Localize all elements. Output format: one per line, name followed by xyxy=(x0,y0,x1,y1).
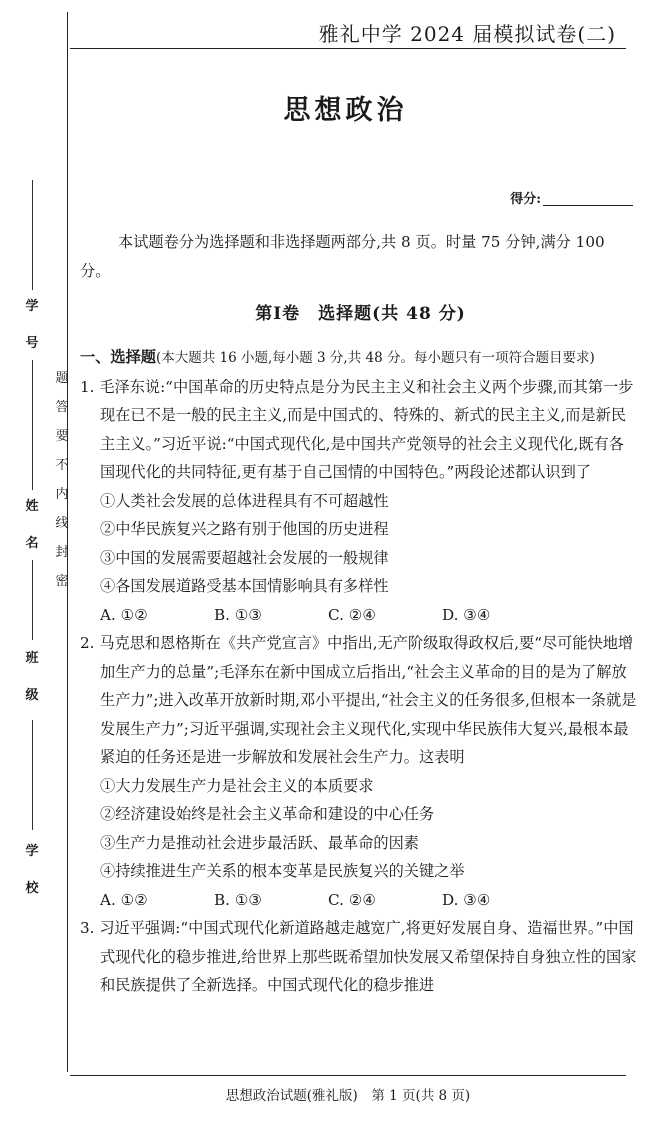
option-b[interactable]: B. ①③ xyxy=(214,605,263,624)
sidebar-char: 学 xyxy=(25,844,39,859)
question-area xyxy=(80,343,637,1000)
options-row xyxy=(80,886,637,915)
seal-char: 内 xyxy=(55,487,69,502)
part-heading xyxy=(70,299,651,324)
exam-title: 雅礼中学 2024 届模拟试卷(二) xyxy=(318,22,616,46)
score-blank[interactable] xyxy=(543,193,633,206)
seal-char: 答 xyxy=(55,400,69,415)
sidebar-char: 班 xyxy=(25,651,39,666)
sidebar-char: 姓 xyxy=(25,499,39,514)
statement: ②中华民族复兴之路有别于他国的历史进程 xyxy=(100,520,389,538)
statement: ①大力发展生产力是社会主义的本质要求 xyxy=(100,776,374,795)
statement: ③中国的发展需要超越社会发展的一般规律 xyxy=(100,548,389,567)
seal-char: 线 xyxy=(55,516,69,531)
subject-title: 思想政治 xyxy=(283,95,408,126)
seal-char: 要 xyxy=(55,429,69,444)
question-3 xyxy=(80,914,637,1000)
seal-char: 密 xyxy=(55,574,69,589)
option-c[interactable]: C. ②④ xyxy=(328,890,376,909)
class-text xyxy=(22,652,42,702)
option-b[interactable]: B. ①③ xyxy=(214,890,263,909)
sidebar-char: 名 xyxy=(25,536,39,551)
page-header xyxy=(70,8,626,49)
seal-char: 不 xyxy=(55,458,69,473)
school-line xyxy=(32,720,33,830)
binding-margin xyxy=(0,0,70,1122)
statement: ①人类社会发展的总体进程具有不可超越性 xyxy=(100,491,389,510)
statement: ③生产力是推动社会进步最活跃、最革命的因素 xyxy=(100,833,419,852)
statement: ②经济建设始终是社会主义革命和建设的中心任务 xyxy=(100,805,435,823)
student-id-text xyxy=(22,300,42,350)
question-text: 1. 毛泽东说:“中国革命的历史特点是分为民主主义和社会主义两个步骤,而其第一步现在已不是一般的民主主义,而是中国式的、特殊的、新式的民主主义,而是新民主主义。”习近平说:“中国式现代化,是中国共产党领导的社会主义现代化,既有各国现代化的共同特征,更有基于自己国情的中国特色。”两段论述都认识到了 xyxy=(80,377,634,481)
sidebar-char: 级 xyxy=(25,688,39,703)
class-line xyxy=(32,560,33,640)
option-c[interactable]: C. ②④ xyxy=(328,605,376,624)
student-id-line xyxy=(32,180,33,290)
score-label: 得分: xyxy=(510,192,541,207)
option-a[interactable]: A. ①② xyxy=(100,890,148,909)
name-line xyxy=(32,360,33,490)
part-label: 第Ⅰ卷 xyxy=(255,304,301,324)
question-2 xyxy=(80,629,637,914)
seal-char: 封 xyxy=(55,545,69,560)
sidebar-char: 学 xyxy=(25,299,39,314)
page-footer: 思想政治试题(雅礼版) 第 1 页(共 8 页) xyxy=(70,1075,626,1104)
name-text xyxy=(22,500,42,550)
section-lead: 一、选择题 xyxy=(80,348,156,366)
seal-warning xyxy=(54,372,70,604)
question-text: 3. 习近平强调:“中国式现代化新道路越走越宽广,将更好发展自身、造福世界。”中国式现代化的稳步推进,给世界上那些既希望加快发展又希望保持自身独立性的国家和民族提供了全新选择。中国式现代化的稳步推进 xyxy=(80,919,637,994)
section-rest: (本大题共 16 小题,每小题 3 分,共 48 分。每小题只有一项符合题目要求) xyxy=(155,350,595,366)
statement: ④持续推进生产关系的根本变革是民族复兴的关键之举 xyxy=(100,862,465,880)
part-title: 选择题(共 48 分) xyxy=(318,304,466,324)
school-label xyxy=(22,845,42,919)
question-1 xyxy=(80,373,637,630)
option-d[interactable]: D. ③④ xyxy=(442,890,491,909)
class-label xyxy=(22,652,42,726)
section-instructions xyxy=(80,343,637,373)
statement: ④各国发展道路受基本国情影响具有多样性 xyxy=(100,577,389,595)
school-text xyxy=(22,845,42,895)
options-row xyxy=(80,601,637,630)
option-d[interactable]: D. ③④ xyxy=(442,605,491,624)
sidebar-char: 校 xyxy=(25,881,39,896)
question-text: 2. 马克思和恩格斯在《共产党宣言》中指出,无产阶级取得政权后,要“尽可能快地增加生产力的总量”;毛泽东在新中国成立后指出,“社会主义革命的目的是为了解放生产力”;进入改革开放新时期,邓小平提出,“社会主义的任务很多,但根本一条就是发展生产力”;习近平强调,实现社会主义现代化,实现中华民族伟大复兴,最根本最紧迫的任务还是进一步解放和发展社会生产力。这表明 xyxy=(80,634,637,766)
score-field xyxy=(510,188,633,207)
seal-char: 题 xyxy=(55,371,69,386)
option-a[interactable]: A. ①② xyxy=(100,605,148,624)
sidebar-char: 号 xyxy=(25,336,39,351)
exam-intro: 本试题卷分为选择题和非选择题两部分,共 8 页。时量 75 分钟,满分 100 分。 xyxy=(80,233,605,280)
